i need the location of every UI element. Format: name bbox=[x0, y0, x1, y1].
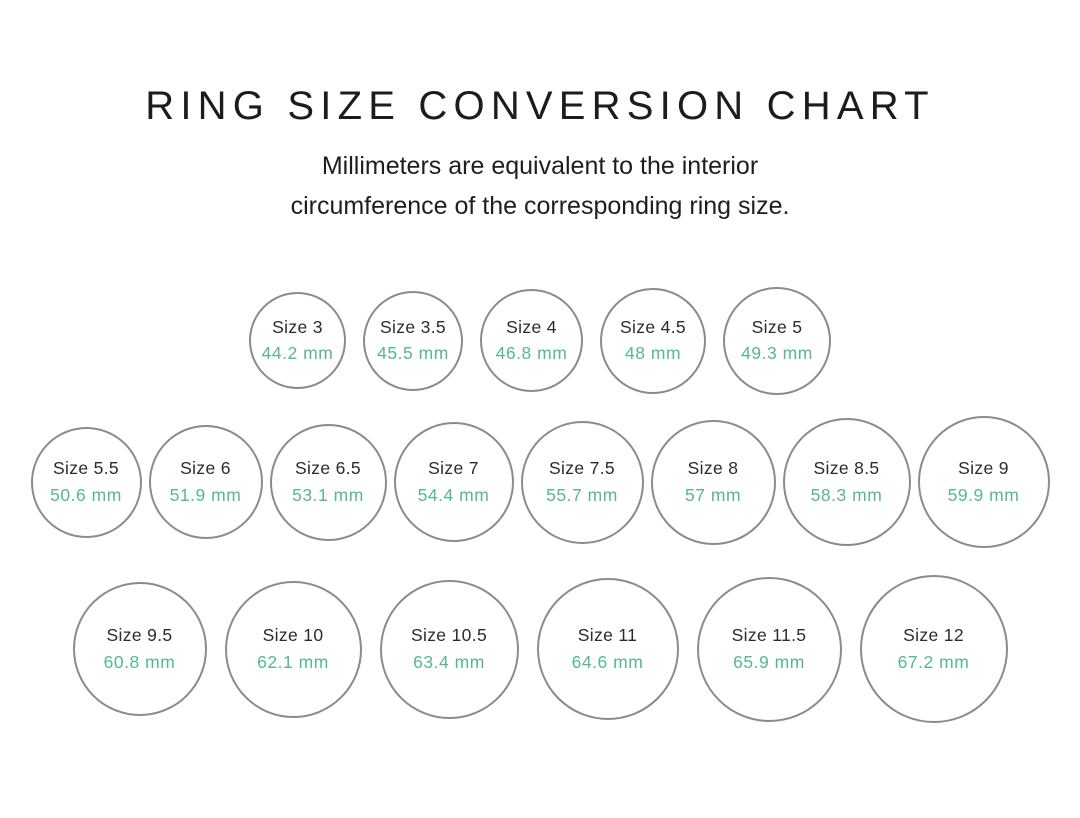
ring-circle-size-8 bbox=[651, 420, 776, 545]
ring-circle-size-3 bbox=[249, 292, 346, 389]
ring-circle-size-5-5 bbox=[31, 427, 142, 538]
ring-mm-value: 49.3 mm bbox=[741, 343, 813, 363]
ring-size-label: Size 8 bbox=[687, 458, 739, 478]
ring-mm-value: 53.1 mm bbox=[292, 484, 364, 505]
ring-circle-size-4-5 bbox=[600, 288, 706, 394]
ring-size-label: Size 11 bbox=[577, 625, 638, 645]
ring-size-label: Size 4 bbox=[506, 316, 557, 337]
ring-size-label: Size 9 bbox=[958, 458, 1009, 478]
ring-size-label: Size 5 bbox=[751, 316, 803, 337]
ring-row-3 bbox=[0, 575, 1080, 723]
ring-size-label: Size 8.5 bbox=[813, 458, 880, 478]
ring-mm-value: 65.9 mm bbox=[733, 651, 805, 672]
ring-circle-size-7-5 bbox=[521, 421, 644, 544]
ring-mm-value: 59.9 mm bbox=[947, 484, 1020, 505]
ring-size-label: Size 6 bbox=[180, 458, 231, 478]
ring-circle-size-10 bbox=[225, 581, 362, 718]
ring-mm-value: 60.8 mm bbox=[103, 651, 176, 672]
ring-size-label: Size 7.5 bbox=[548, 458, 616, 478]
ring-circle-size-9-5 bbox=[73, 582, 207, 716]
ring-row-2 bbox=[0, 416, 1080, 548]
subtitle-line-2: circumference of the corresponding ring size. bbox=[290, 192, 790, 220]
ring-circle-size-5 bbox=[723, 287, 831, 395]
ring-size-label: Size 10 bbox=[262, 625, 324, 645]
ring-mm-value: 58.3 mm bbox=[810, 484, 883, 505]
ring-size-label: Size 5.5 bbox=[52, 458, 120, 478]
ring-circle-size-9 bbox=[918, 416, 1050, 548]
ring-mm-value: 55.7 mm bbox=[546, 484, 618, 505]
ring-size-label: Size 12 bbox=[903, 625, 964, 645]
ring-circle-size-11 bbox=[537, 578, 679, 720]
ring-mm-value: 48 mm bbox=[624, 343, 682, 363]
ring-circle-size-10-5 bbox=[380, 580, 519, 719]
ring-mm-value: 51.9 mm bbox=[169, 484, 242, 505]
ring-circle-size-3-5 bbox=[363, 291, 463, 391]
ring-size-label: Size 3 bbox=[272, 316, 323, 337]
ring-circle-size-8-5 bbox=[783, 418, 911, 546]
ring-size-label: Size 10.5 bbox=[410, 625, 488, 645]
ring-row-1 bbox=[0, 286, 1080, 395]
ring-mm-value: 57 mm bbox=[684, 484, 742, 505]
ring-mm-value: 46.8 mm bbox=[495, 343, 568, 363]
ring-mm-value: 44.2 mm bbox=[261, 343, 334, 363]
ring-circle-size-6-5 bbox=[270, 424, 387, 541]
subtitle-line-1: Millimeters are equivalent to the interior bbox=[321, 152, 759, 180]
ring-rows-container bbox=[0, 286, 1080, 723]
ring-circle-size-4 bbox=[480, 289, 583, 392]
ring-size-label: Size 4.5 bbox=[619, 316, 687, 337]
ring-mm-value: 62.1 mm bbox=[257, 651, 329, 672]
ring-mm-value: 63.4 mm bbox=[413, 651, 485, 672]
ring-size-label: Size 9.5 bbox=[106, 625, 173, 645]
ring-size-label: Size 7 bbox=[428, 458, 479, 478]
ring-mm-value: 50.6 mm bbox=[50, 484, 122, 505]
ring-size-label: Size 11.5 bbox=[731, 625, 807, 645]
ring-circle-size-7 bbox=[394, 422, 514, 542]
ring-circle-size-12 bbox=[860, 575, 1008, 723]
ring-mm-value: 64.6 mm bbox=[571, 651, 644, 672]
ring-mm-value: 45.5 mm bbox=[377, 343, 449, 363]
ring-circle-size-6 bbox=[149, 425, 263, 539]
page-subtitle bbox=[0, 146, 1080, 226]
page-title: RING SIZE CONVERSION CHART bbox=[145, 84, 935, 128]
ring-size-label: Size 6.5 bbox=[294, 458, 362, 478]
ring-mm-value: 67.2 mm bbox=[897, 651, 970, 672]
ring-size-label: Size 3.5 bbox=[379, 316, 447, 337]
ring-mm-value: 54.4 mm bbox=[417, 484, 490, 505]
ring-circle-size-11-5 bbox=[697, 577, 842, 722]
